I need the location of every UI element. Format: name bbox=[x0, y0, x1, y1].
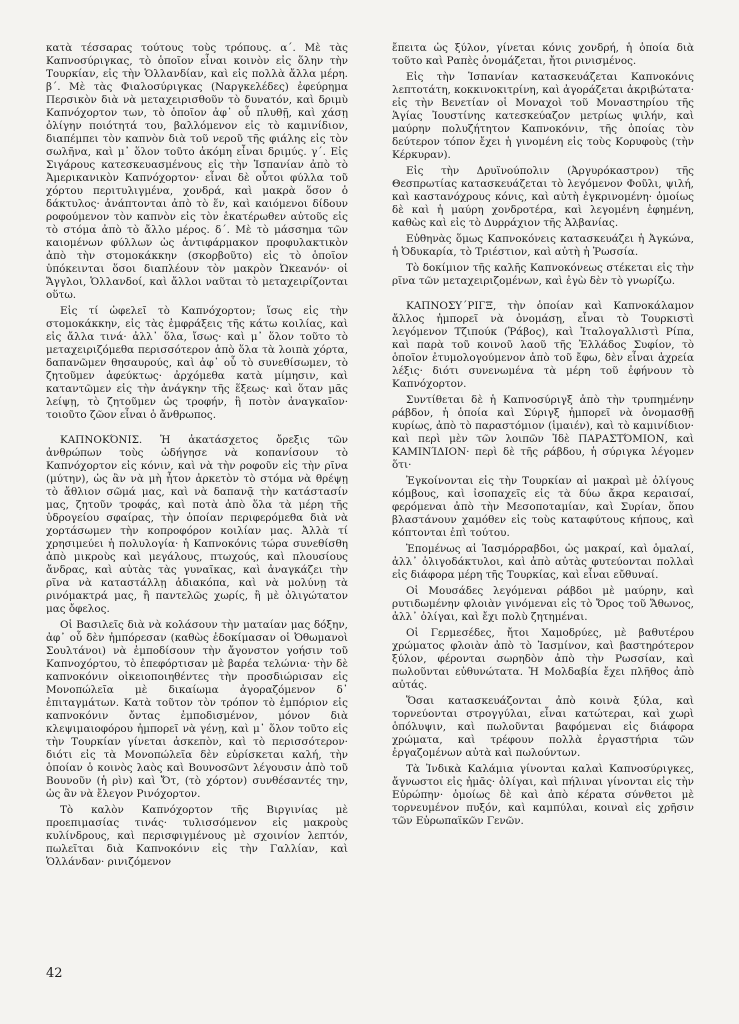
entry-kapnosyrinx: ΚΑΠΝΟΣΥ΄ΡΙΓΞ, τὴν ὁποίαν καὶ Καπνοκάλαμον ἄλλος ἠμπορεῖ νὰ ὀνομάσῃ, εἶναι τὸ Τουρκιστὶ λεγόμενον Τζιπούκ (Ῥάβος), καὶ Ἰταλογαλλιστὶ Ρίπα, καὶ παρὰ τοῦ κοινοῦ λαοῦ τῆς Ἑλλάδος Συφίον, τὸ ὁποῖον ἐτυμολογούμενον ἀπὸ τοῦ ἔφω, δὲν εἶναι ἀχρεία λέξις· διότι συνενωμένα τὰ μέρη τοῦ ἐφήνουν τὸ Καπνόχορτον. bbox=[392, 300, 694, 390]
left-column bbox=[46, 42, 348, 872]
right-column bbox=[392, 42, 694, 831]
paragraph: Ἐγκοίνονται εἰς τὴν Τουρκίαν αἱ μακραὶ μὲ ὀλίγους κόμβους, καὶ ἰσοπαχεῖς εἰς τὰ δύω ἄκρα κεραισαί, φερόμεναι ἀπὸ τὴν Μεσοποταμίαν, καὶ Συρίαν, ὅπου βλαστάνουν χαμόθεν εἰς τοὺς καταφύτους κήπους, καὶ κόπτονται ἐπὶ τούτου. bbox=[392, 475, 694, 539]
paragraph: Συντίθεται δὲ ἡ Καπνοσύριγξ ἀπὸ τὴν τρυπημένην ράβδον, ἡ ὁποία καὶ Σύριγξ ἠμπορεῖ νὰ ὀνομασθῇ κυρίως, ἀπὸ τὸ παραστόμιον (ἱμαιέν), καὶ τὸ καμινίδιον· καὶ περὶ μὲν τῶν λοιπῶν Ἰδὲ ΠΑΡΑΣΤΌΜΙΟΝ, καὶ ΚΑΜΙΝΊΔΙΟΝ· περὶ δὲ τῆς ράβδου, ἡ σύριγκα λέγομεν ὅτι· bbox=[392, 394, 694, 471]
paragraph: Εἰς τὴν Ἱσπανίαν κατασκευάζεται Καπνοκόνις λεπτοτάτη, κοκκινοκιτρίνη, καὶ ἀγοράζεται ἀκριβώτατα· εἰς τὴν Βενετίαν οἱ Μοναχοὶ τοῦ Μοναστηρίου τῆς Ἁγίας Ἰουστίνης κατεσκεύαζον μετρίως ψιλήν, καὶ μαύρην πολυζήτητον Καπνοκόνιν, τῆς ὁποίας τὸν δεύτερον τόπον ἔχει ἡ γινομένη εἰς τοὺς Κορυφοὺς (τὴν Κέρκυραν). bbox=[392, 71, 694, 161]
paragraph: Τὰ Ἰνδικὰ Καλάμια γίνονται καλαὶ Καπνοσύριγκες, ἄγνωστοι εἰς ἡμᾶς· ὀλίγαι, καὶ πήλιναι γίνονται εἰς τὴν Εὐρώπην· ὁμοίως δὲ καὶ ἀπὸ κέρατα σύνθετοι μὲ τορνευμένον πυξόν, καὶ καμπύλαι, κοιναὶ εἰς χρῆσιν τῶν Εὐρωπαϊκῶν Γενῶν. bbox=[392, 763, 694, 827]
paragraph: Οἱ Μουσάδες λεγόμεναι ράβδοι μὲ μαύρην, καὶ ρυτιδωμένην φλοιὰν γινόμεναι εἰς τὸ Ὄρος τοῦ Ἄθωνος, ἀλλ᾿ ὀλίγαι, καὶ ἔχι πολὺ ζητημέναι. bbox=[392, 585, 694, 623]
paragraph: Οἱ Βασιλεῖς διὰ νὰ κολάσουν τὴν ματαίαν μας δόξην, ἀφ᾿ οὗ δὲν ἠμπόρεσαν (καθὼς ἐδοκίμασαν οἱ Ὀθωμανοὶ Σουλτάνοι) νὰ ἐμποδίσουν τὴν ἄγονστον γοήσιν τοῦ Καπνοχόρτου, τὸ ἐπεφόρτισαν μὲ βαρέα τελώνια· τὴν δὲ καπνοκόνιν οἰκειοποιηθέντες τὴν προσδιώρισαν εἰς Μονοπώλεῖα μὲ δικαίωμα ἀγοραζόμενον δ᾿ ἐπιταγμάτων. Κατὰ τοῦτον τὸν τρόπον τὸ ἐμπόριον εἰς καπνοκόνιν ὄντας ἐμποδισμένον, μόνον διὰ κλεψιμαιοφόρου ἠμπορεῖ νὰ γένῃ, καὶ μ᾿ ὅλον τοῦτο εἰς τὴν Τουρκίαν γίνεται ἀσκεπὸν, καὶ τὸ περισσότερον· διότι εἰς τὰ Μονοπώλεῖα δὲν εὑρίσκεται καλή, τὴν ὁποίαν ὁ κοινὸς λαὸς καὶ Βουνοσῶντ λέγουσιν ἀπὸ τοῦ Βουνοῦν (ἡ ρὶν) καὶ Ὄτ, (τὸ χόρτον) συνθέσαντές την, ὡς ἂν νὰ ἔλεγον Ρινόχορτον. bbox=[46, 619, 348, 800]
paragraph: Εἰς τί ὠφελεῖ τὸ Καπνόχορτον; ἴσως εἰς τὴν στομοκάκκην, εἰς τὰς ἐμφράξεις τῆς κάτω κοιλίας, καὶ εἰς ἄλλα τινά· ἀλλ᾿ ὅλα, ἴσως· καὶ μ᾿ ὅλον τοῦτο τὸ μεταχειριζόμεθα περισσότερον ἀπὸ ὅλα τὰ λοιπὰ χόρτα, δαπανῶμεν θησαυρούς, καὶ ἀφ᾿ οὗ τὸ συνεθίσωμεν, τὸ ζητοῦμεν ἀφεύκτως· ἀρχόμεθα κατὰ μίμησιν, καὶ καταντῶμεν εἰς τὴν ἀνάγκην τῆς ἕξεως· καὶ ὅταν μᾶς λείψῃ, τὸ ζητοῦμεν ὡς τροφήν, ἢ ποτὸν ἀναγκαῖον· τοιοῦτο ζῶον εἶναι ὁ ἄνθρωπος. bbox=[46, 305, 348, 421]
paragraph: κατὰ τέσσαρας τούτους τοὺς τρόπους. α΄. Μὲ τὰς Καπνοσύριγκας, τὸ ὁποῖον εἶναι κοινὸν εἰς ὅλην τὴν Τουρκίαν, εἰς τὴν Ὁλλανδίαν, καὶ εἰς πολλὰ ἄλλα μέρη. β΄. Μὲ τὰς Φιαλοσύριγκας (Ναργκελέδες) ἐφεύρημα Περσικὸν διὰ νὰ μεταχειρισθοῦν τὸ δυνατόν, καὶ δριμὺ Καπνόχορτον των, τὸ ὁποῖον ἀφ᾿ οὗ πλυθῇ, καὶ χάσῃ ὀλίγην ποιότητά του, βαλλόμενον εἰς τὸ καμινίδιον, διαπέμπει τὸν καπνὸν διὰ τοῦ νεροῦ τῆς φιάλης εἰς τὸν σωλῆνα, καὶ μ᾿ ὅλον τοῦτο ἀκόμη εἶναι δριμύς. γ΄. Εἰς Σιγάρους κατεσκευασμένους εἰς τὴν Ἱσπανίαν ἀπὸ τὸ Ἀμερικανικὸν Καπνόχορτον· εἶναι δὲ οὗτοι φύλλα τοῦ χόρτου περιτυλιγμένα, χονδρά, καὶ μακρὰ ὅσον ὁ δάκτυλος· ἀνάπτονται ἀπὸ τὸ ἕν, καὶ καιόμενοι δίδουν ροφούμενον τὸν καπνὸν εἰς τὸν ἑκατέρωθεν αὐτοῦς εἰς τὸ στόμα ἀπὸ τὸ ἄλλο μέρος. δ΄. Μὲ τὸ μάσσημα τῶν καιομένων φύλλων ὡς ἀντιφάρμακον προφυλακτικὸν ἀπὸ τὴν στομοκάκκην (σκορβοῦτο) εἰς τὸ ὁποῖον ὑπόκεινται ὅσοι διαπλέουν τὸν μακρὸν Ὠκεανόν· οἱ Ἄγγλοι, Ὁλλανδοί, καὶ ἄλλοι ναῦται τὸ μεταχειρίζονται οὕτω. bbox=[46, 42, 348, 301]
paragraph: Ἑπομένως αἱ Ἰασμόρραβδοι, ὡς μακραί, καὶ ὁμαλαί, ἀλλ᾿ ὀλιγοδάκτυλοι, καὶ ἀπὸ αὐτὰς φυτεύονται πολλαὶ εἰς διάφορα μέρη τῆς Τουρκίας, καὶ εἶναι εὔθυναί. bbox=[392, 543, 694, 581]
paragraph: Τὸ δοκίμιον τῆς καλῆς Καπνοκόνεως στέκεται εἰς τὴν ρῖνα τῶν μεταχειριζομένων, καὶ ἐγὼ δὲν τὸ γνωρίζω. bbox=[392, 262, 694, 287]
paragraph: Εἰς τὴν Δρυϊνούπολιν (Ἀργυρόκαστρον) τῆς Θεσπρωτίας κατασκευάζεται τὸ λεγόμενον Φοῦλι, ψιλή, καὶ καστανόχρους κόνις, καὶ αὐτὴ ἐγκρινομένη· ὁμοίως δὲ καὶ ἡ μαύρη χονδροτέρα, καὶ λεγομένη ἐφημένη, καθὼς καὶ εἰς τὸ Δυρράχιον τῆς Ἀλβανίας. bbox=[392, 165, 694, 229]
paragraph: Τὸ καλὸν Καπνόχορτον τῆς Βιργινίας μὲ προεπιμασίας τινάς· τυλισσόμενον εἰς μακροὺς κυλίνδρους, καὶ περισφιγμένους μὲ σχοινίον λεπτόν, πωλεῖται διὰ Καπνοκόνιν εἰς τὴν Γαλλίαν, καὶ Ὁλλάνδαν· ρινιζόμενον bbox=[46, 804, 348, 868]
paragraph: Ὅσαι κατασκευάζονται ἀπὸ κοινὰ ξύλα, καὶ τορνεύονται στρογγύλαι, εἶναι κατώτεραι, καὶ χωρὶ ὁπόλυψιν, καὶ πωλοῦνται βαφόμεναι εἰς διάφορα χρώματα, καὶ τρέφουν πολλὰ ἐργαστήρια τῶν ἐργαζομένων αὐτὰ καὶ πωλούντων. bbox=[392, 695, 694, 759]
paragraph: ἔπειτα ὡς ξύλον, γίνεται κόνις χονδρή, ἡ ὁποία διὰ τοῦτο καὶ Ραπὲς ὀνομάζεται, ἤτοι ρινισμένος. bbox=[392, 42, 694, 67]
entry-kapnokonis: ΚΑΠΝΟΚΌΝΙΣ. Ἡ ἀκατάσχετος ὄρεξις τῶν ἀνθρώπων τοὺς ὡδήγησε νὰ κοπανίσουν τὸ Καπνόχορτον εἰς κόνιν, καὶ νὰ τὴν ροφοῦν εἰς τὴν ρῖνα (μύτην), ὡς ἂν νὰ μὴ ἦτον ἀρκετὸν τὸ στόμα νὰ θρέψῃ τὸ ἄθλιον σῶμά μας, καὶ νὰ δαπανᾷ τὴν κατάστασίν μας, ζητοῦν τροφάς, καὶ ποτὰ ἀπὸ ὅλα τὰ μέρη τῆς ὑδρογείου σφαίρας, τὴν ὁποίαν περιφερόμεθα διὰ νὰ χορτάσωμεν τὴν κοπροφόρον κοιλίαν μας. Ἀλλὰ τί χρησιμεύει ἡ πολυλογία· ἡ Καπνοκόνις τώρα συνεθίσθη ἀπὸ μικροὺς καὶ μεγάλους, πτωχούς, καὶ πλουσίους ἄνδρας, καὶ αὐτὰς τὰς γυναῖκας, καὶ ἀναγκάζει τὴν ρῖνα νὰ καταστάλλῃ ἀδιακόπα, καὶ νὰ μολύνῃ τὰ ρινόμακτρά μας, ἢ παντελῶς χωρίς, ἢ μὲ ὀλιγώτατον μας ὄφελος. bbox=[46, 434, 348, 615]
page-number: 42 bbox=[46, 966, 63, 981]
paragraph: Εὐθηνὰς ὅμως Καπνοκόνεις κατασκευάζει ἡ Ἀγκώνα, ἡ Ὀδυκαρία, τὸ Τριέστιον, καὶ αὐτὴ ἡ Ῥωσσία. bbox=[392, 233, 694, 258]
paragraph: Οἱ Γερμεσέδες, ἤτοι Χαμοδρύες, μὲ βαθυτέρου χρώματος φλοιὰν ἀπὸ τὸ Ἰασμίνον, καὶ βαστηρότερον ξύλον, φέρονται σωρηδὸν ἀπὸ τὴν Ρωσσίαν, καὶ πωλοῦνται εὐθυνώτατα. Ἡ Μολδαβία ἔχει πλῆθος ἀπὸ αὐτάς. bbox=[392, 627, 694, 691]
